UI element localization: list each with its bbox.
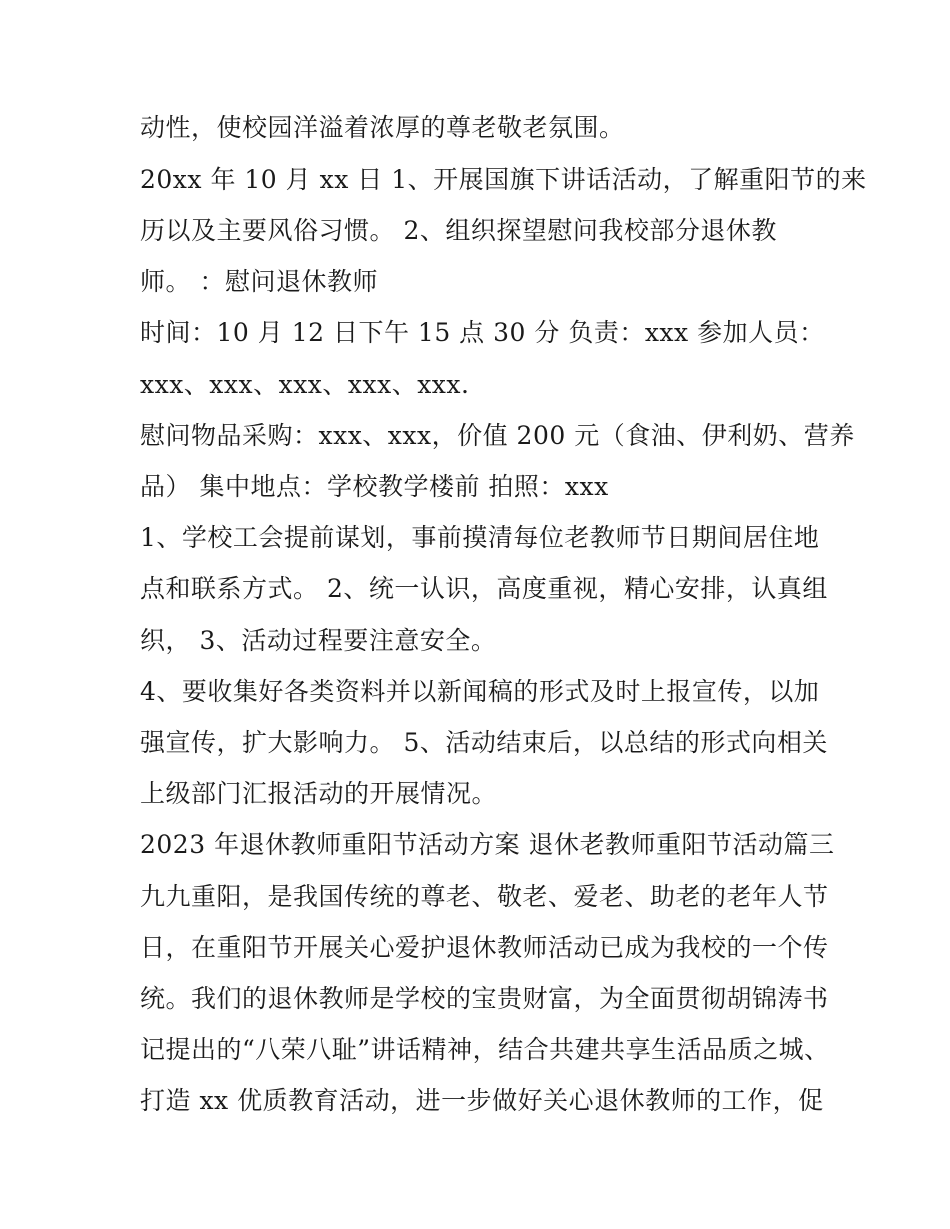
text-line-9: 1、学校工会提前谋划，事前摸清每位老教师节日期间居住地	[140, 523, 820, 552]
text-line-3: 历以及主要风俗习惯。 2、组织探望慰问我校部分退休教	[140, 216, 777, 245]
text-line-6: xxx、xxx、xxx、xxx、xxx.	[140, 370, 470, 399]
text-line-14: 上级部门汇报活动的开展情况。	[140, 779, 498, 808]
text-line-13: 强宣传，扩大影响力。 5、活动结束后，以总结的形式向相关	[140, 728, 828, 757]
text-line-7: 慰问物品采购：xxx、xxx，价值 200 元（食油、伊利奶、营养	[140, 421, 855, 450]
text-line-19: 记提出的“八荣八耻”讲话精神，结合共建共享生活品质之城、	[140, 1035, 830, 1064]
text-line-18: 统。我们的退休教师是学校的宝贵财富，为全面贯彻胡锦涛书	[140, 984, 829, 1013]
text-line-10: 点和联系方式。 2、统一认识，高度重视，精心安排，认真组	[140, 574, 828, 603]
text-line-5: 时间：10 月 12 日下午 15 点 30 分 负责：xxx 参加人员：	[140, 318, 825, 347]
text-line-2: 20xx 年 10 月 xx 日 1、开展国旗下讲话活动，了解重阳节的来	[140, 165, 867, 194]
text-line-4: 师。 ：慰问退休教师	[140, 267, 378, 296]
text-line-8: 品） 集中地点：学校教学楼前 拍照：xxx	[140, 472, 609, 501]
text-line-16: 九九重阳，是我国传统的尊老、敬老、爱老、助老的老年人节	[140, 882, 829, 911]
text-line-17: 日，在重阳节开展关心爱护退休教师活动已成为我校的一个传	[140, 933, 829, 962]
text-line-15: 2023 年退休教师重阳节活动方案 退休老教师重阳节活动篇三	[140, 830, 835, 859]
text-line-12: 4、要收集好各类资料并以新闻稿的形式及时上报宣传，以加	[140, 677, 820, 706]
text-line-11: 织， 3、活动过程要注意安全。	[140, 626, 497, 655]
text-line-1: 动性，使校园洋溢着浓厚的尊老敬老氛围。	[140, 113, 625, 142]
text-line-20: 打造 xx 优质教育活动，进一步做好关心退休教师的工作，促	[140, 1086, 824, 1115]
